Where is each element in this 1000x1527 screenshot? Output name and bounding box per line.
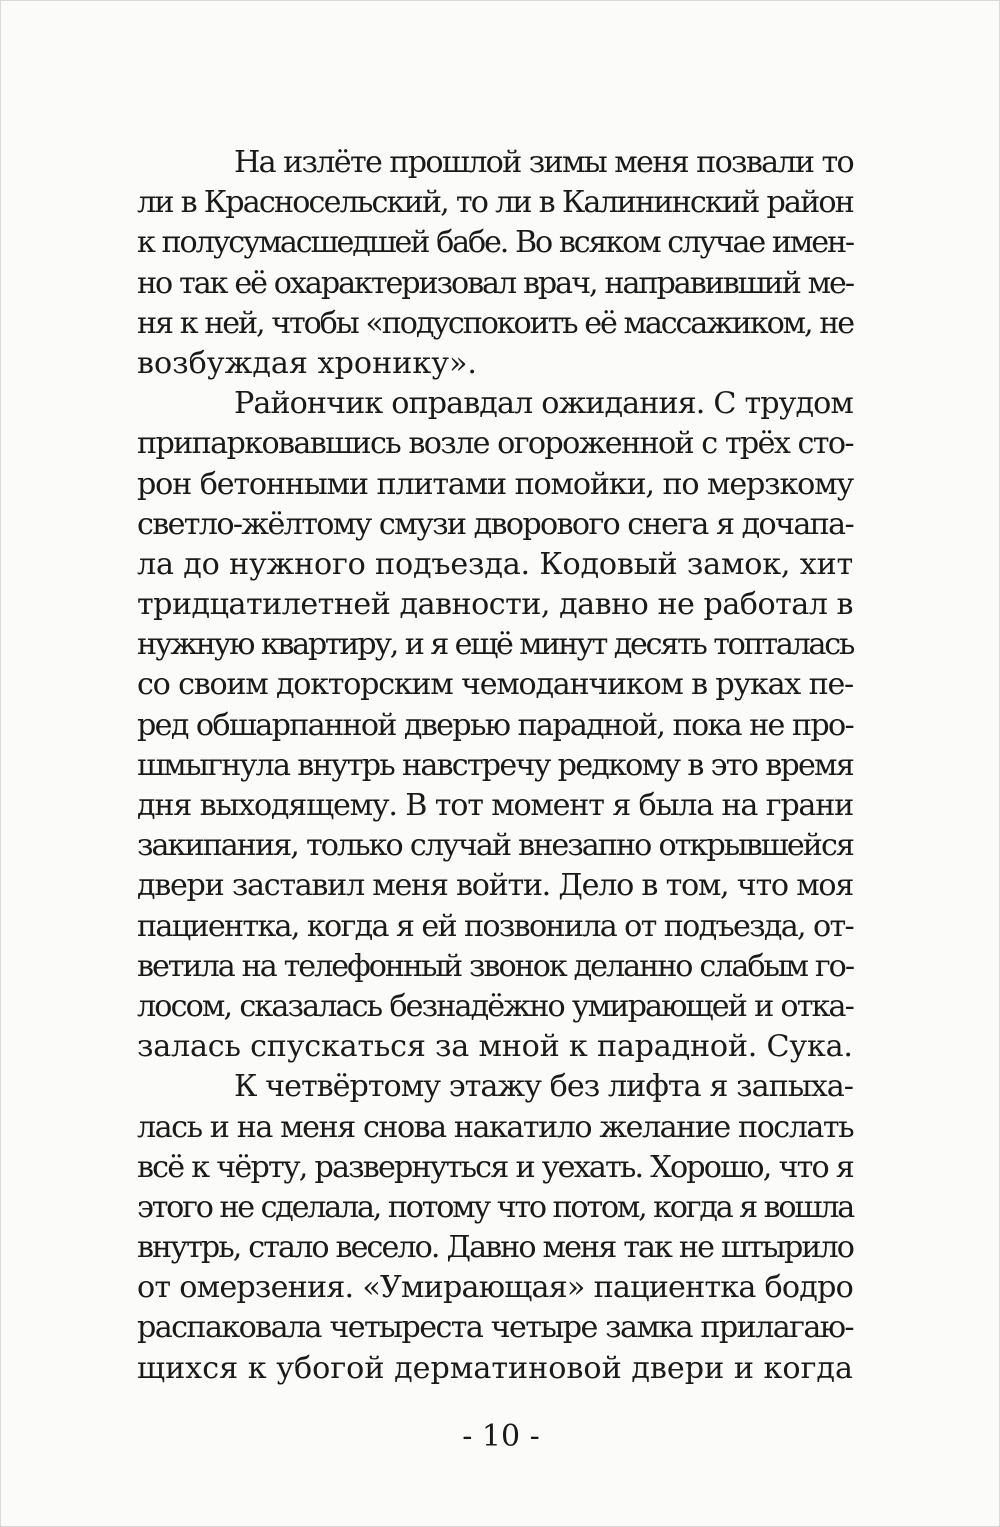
text-line: залась спускаться за мной к парадной. Сука. — [137, 1029, 853, 1065]
text-line: со своим докторским чемоданчиком в руках пе- — [137, 667, 853, 703]
text-line: двери заставил меня войти. Дело в том, что моя — [137, 868, 853, 904]
text-line: лосом, сказалась безнадёжно умирающей и отка- — [137, 988, 853, 1024]
text-line: ня к ней, чтобы «подуспокоить её массажиком, не — [137, 305, 853, 341]
text-line: ветила на телефонный звонок деланно слабым го- — [137, 948, 853, 984]
text-line: этого не сделала, потому что потом, когда я вошла — [137, 1189, 853, 1225]
text-line: лась и на меня снова накатило желание послать — [137, 1109, 853, 1145]
text-line: но так её охарактеризовал врач, направивший ме- — [137, 265, 853, 301]
page-number: - 10 - — [462, 1419, 540, 1454]
text-line: нужную квартиру, и я ещё минут десять топталась — [137, 627, 853, 663]
text-line: к полусумасшедшей бабе. Во всяком случае имен- — [137, 225, 853, 261]
text-line: Райончик оправдал ожидания. С трудом — [234, 386, 853, 422]
text-line: внутрь, стало весело. Давно меня так не штырило — [137, 1230, 853, 1266]
text-line: дня выходящему. В тот момент я была на грани — [137, 788, 853, 823]
text-line: К четвёртому этажу без лифта я запыха- — [234, 1069, 853, 1105]
body-text — [137, 143, 853, 1389]
text-line: ли в Красносельский, то ли в Калининский район — [137, 185, 853, 221]
text-line: всё к чёрту, развернуться и уехать. Хорошо, что я — [137, 1149, 853, 1185]
text-line: ла до нужного подъезда. Кодовый замок, хит — [137, 546, 853, 582]
text-line: шмыгнула внутрь навстречу редкому в это время — [137, 747, 853, 783]
text-line: от омерзения. «Умирающая» пациентка бодро — [137, 1270, 853, 1306]
text-line: светло-жёлтому смузи дворового снега я дочапа- — [137, 506, 853, 542]
text-line: припарковавшись возле огороженной с трёх сто- — [137, 426, 853, 462]
text-line: рон бетонными плитами помойки, по мерзкому — [137, 466, 853, 502]
text-line: пациентка, когда я ей позвонила от подъезда, от- — [137, 908, 853, 944]
text-line: ред обшарпанной дверью парадной, пока не про- — [137, 707, 853, 743]
text-line: распаковала четыреста четыре замка прилагаю- — [137, 1310, 853, 1346]
text-line: возбуждая хронику». — [137, 345, 478, 381]
text-line: закипания, только случай внезапно открывшейся — [137, 828, 853, 864]
text-line: тридцатилетней давности, давно не работал в — [137, 587, 853, 623]
text-line: На излёте прошлой зимы меня позвали то — [234, 145, 853, 180]
text-line: щихся к убогой дерматиновой двери и когда — [137, 1350, 853, 1386]
